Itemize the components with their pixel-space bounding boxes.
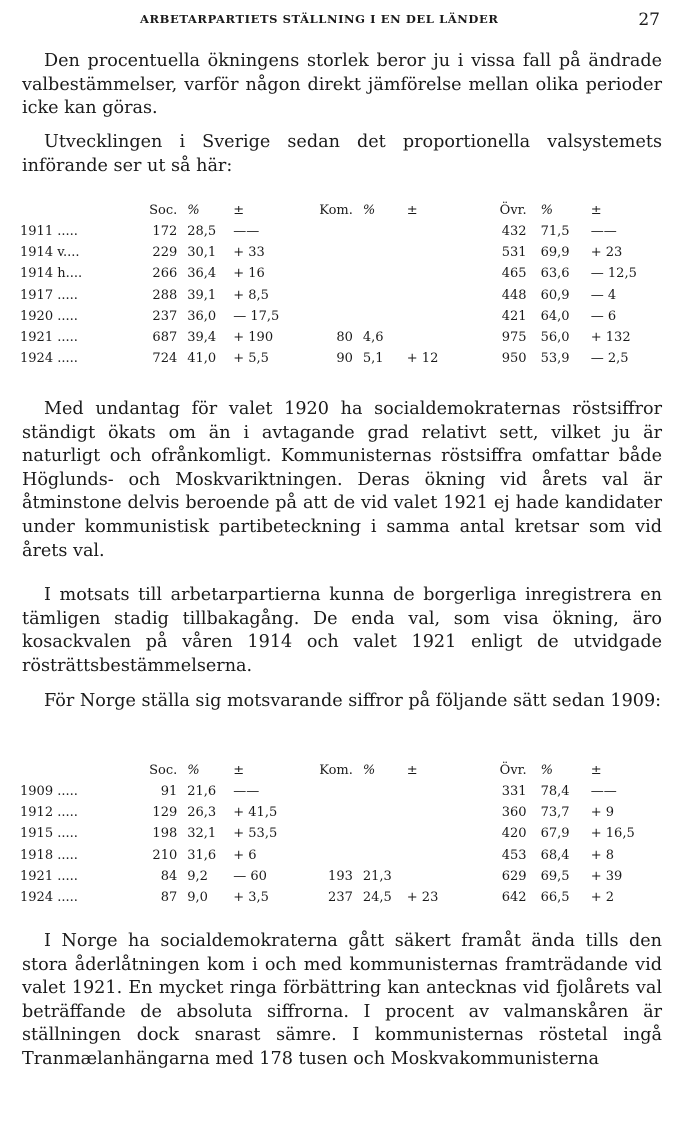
value-cell: + 53,5 [233, 826, 278, 842]
value-cell [407, 845, 461, 866]
value-cell: 237 [152, 308, 178, 324]
value-cell: 331 [501, 784, 527, 800]
value-cell: 237 [328, 890, 353, 906]
value-cell: 31,6 [187, 847, 217, 863]
norway-election-table [20, 759, 664, 908]
year-cell: 1918 ..... [20, 847, 78, 863]
column-header: Övr. [499, 762, 527, 778]
value-cell: 69,5 [540, 868, 570, 884]
value-cell: 432 [501, 224, 527, 240]
value-cell: + 12 [406, 351, 439, 367]
value-cell [300, 221, 363, 242]
paragraph-3-text: Med undantag för valet 1920 ha socialdemokraternas röstsiffror ständigt ökats om än i avtagande grad relativt sett, vilket ju är naturligt och ofrånkomligt. Kommunisternas röstsiffra omfattar både Höglunds- och Moskvariktningen. Deras ökning vid årets val är åtminstone delvis beroende på att de vid valet 1921 ej hade kandidater under kommunistisk partibeteckning i samma antal kretsar som vid årets val. [22, 399, 662, 561]
paragraph-2-text: Utvecklingen i Sverige sedan det proportionella valsystemets införande ser ut så här: [22, 132, 662, 176]
value-cell: 4,6 [362, 330, 384, 346]
paragraph-1-text: Den procentuella ökningens storlek beror ju i vissa fall på ändrade valbestämmelser, varför någon direkt jämförelse mellan olika perioder icke kan göras. [22, 51, 662, 119]
value-cell: + 16,5 [590, 826, 635, 842]
value-cell: + 33 [233, 245, 265, 261]
paragraph-6-text: I Norge ha socialdemokraterna gått säkert framåt ända tills den stora åderlåtningen kom i och med kommunisternas framträdande vid valet 1921. En mycket ringa förbättring kan antecknas vid fjolårets val beträffande de absoluta siffrorna. I procent av valmanskåren är ställningen dock snarast sämre. I kommunisternas röstetal ingå Tranmælanhängarna med 178 tusen och Moskvakommunisterna [22, 931, 662, 1069]
value-cell: 91 [160, 784, 178, 800]
value-cell [300, 823, 363, 844]
value-cell: + 8,5 [233, 287, 269, 303]
column-header: % [187, 202, 200, 218]
year-cell: 1917 ..... [20, 287, 78, 303]
value-cell: 53,9 [540, 351, 570, 367]
year-cell: 1921 ..... [20, 868, 78, 884]
value-cell [407, 823, 461, 844]
value-cell: 420 [501, 826, 527, 842]
value-cell: 30,1 [187, 245, 217, 261]
value-cell: 28,5 [187, 224, 217, 240]
column-header: % [540, 762, 553, 778]
value-cell: 26,3 [187, 805, 217, 821]
value-cell: + 2 [590, 890, 615, 906]
value-cell: —— [590, 784, 617, 800]
table-row [20, 221, 664, 242]
value-cell: 193 [328, 868, 353, 884]
value-cell [363, 285, 407, 306]
value-cell: 642 [501, 890, 527, 906]
value-cell: 5,1 [362, 351, 384, 367]
value-cell [300, 845, 363, 866]
value-cell: 78,4 [540, 784, 570, 800]
paragraph-6 [22, 930, 662, 1072]
value-cell [300, 285, 363, 306]
value-cell: —— [590, 224, 617, 240]
value-cell: 172 [152, 224, 178, 240]
value-cell: —— [233, 784, 260, 800]
value-cell [300, 242, 363, 263]
value-cell: 32,1 [187, 826, 217, 842]
column-header: ± [233, 762, 245, 778]
value-cell: + 41,5 [233, 805, 278, 821]
value-cell [407, 802, 461, 823]
value-cell: 129 [152, 805, 178, 821]
value-cell: 64,0 [540, 308, 570, 324]
paragraph-5-text: För Norge ställa sig motsvarande siffror på följande sätt sedan 1909: [44, 691, 662, 711]
value-cell: 198 [152, 826, 178, 842]
value-cell [363, 263, 407, 284]
value-cell [363, 221, 407, 242]
column-header: Soc. [149, 762, 178, 778]
value-cell [363, 802, 407, 823]
year-cell: 1909 ..... [20, 784, 78, 800]
value-cell: 36,4 [187, 266, 217, 282]
value-cell: 9,2 [187, 868, 208, 884]
value-cell: — 4 [590, 287, 617, 303]
value-cell: 360 [501, 805, 527, 821]
value-cell: 84 [160, 868, 178, 884]
value-cell: 67,9 [540, 826, 570, 842]
value-cell [407, 306, 461, 327]
table-row [20, 348, 664, 369]
table-row [20, 306, 664, 327]
paragraph-2 [22, 131, 662, 178]
paragraph-5 [22, 690, 662, 714]
year-cell: 1914 h.... [20, 266, 83, 282]
value-cell [300, 306, 363, 327]
table-row [20, 845, 664, 866]
value-cell: 90 [336, 351, 353, 367]
column-header: % [540, 202, 553, 218]
table-row [20, 781, 664, 802]
table-row [20, 285, 664, 306]
value-cell [363, 845, 407, 866]
column-header [20, 759, 125, 781]
table-row [20, 242, 664, 263]
value-cell [363, 823, 407, 844]
value-cell: + 23 [590, 245, 623, 261]
table-row [20, 263, 664, 284]
table-row [20, 823, 664, 844]
value-cell: + 5,5 [233, 351, 269, 367]
year-cell: 1915 ..... [20, 826, 78, 842]
column-header: ± [406, 762, 418, 778]
column-header: Kom. [319, 762, 353, 778]
column-header: Soc. [149, 202, 178, 218]
year-cell: 1921 ..... [20, 330, 78, 346]
running-title: ARBETARPARTIETS STÄLLNING I EN DEL LÄNDER [140, 12, 499, 26]
value-cell: + 3,5 [233, 890, 269, 906]
value-cell: 465 [501, 266, 527, 282]
value-cell: 448 [501, 287, 527, 303]
value-cell: 266 [152, 266, 178, 282]
value-cell [363, 306, 407, 327]
value-cell: + 190 [233, 330, 274, 346]
value-cell: 87 [160, 890, 178, 906]
column-header: % [187, 762, 200, 778]
paragraph-1 [22, 50, 662, 121]
table-row [20, 802, 664, 823]
column-header: ± [406, 202, 418, 218]
value-cell: —— [233, 224, 260, 240]
value-cell: 80 [336, 330, 353, 346]
value-cell: + 16 [233, 266, 265, 282]
value-cell [300, 263, 363, 284]
value-cell: — 17,5 [233, 308, 280, 324]
column-header: ± [590, 762, 602, 778]
value-cell: 21,3 [362, 868, 392, 884]
column-header: Övr. [499, 202, 527, 218]
year-cell: 1912 ..... [20, 805, 78, 821]
value-cell: 60,9 [540, 287, 570, 303]
year-cell: 1920 ..... [20, 308, 78, 324]
value-cell: 724 [152, 351, 178, 367]
norway-table-body [20, 781, 664, 908]
value-cell: 39,1 [187, 287, 217, 303]
column-header: ± [233, 202, 245, 218]
value-cell [363, 242, 407, 263]
paragraph-4-text: I motsats till arbetarpartierna kunna de borgerliga inregistrera en tämligen stadig tillbakagång. De enda val, som visa ökning, äro kosackvalen på våren 1914 och valet 1921 enligt de utvidgade rösträttsbestämmelserna. [22, 585, 662, 676]
value-cell: 975 [501, 330, 527, 346]
column-header: % [362, 762, 376, 778]
table-row [20, 866, 664, 887]
value-cell: 68,4 [540, 847, 570, 863]
value-cell: + 8 [590, 847, 615, 863]
value-cell: 210 [152, 847, 178, 863]
value-cell: 453 [501, 847, 527, 863]
value-cell: 950 [501, 351, 527, 367]
value-cell: 421 [501, 308, 527, 324]
value-cell: 229 [152, 245, 178, 261]
value-cell: + 9 [590, 805, 615, 821]
value-cell: 71,5 [540, 224, 570, 240]
value-cell [407, 242, 461, 263]
value-cell: 21,6 [187, 784, 217, 800]
value-cell: 66,5 [540, 890, 570, 906]
year-cell: 1924 ..... [20, 890, 78, 906]
value-cell [407, 866, 461, 887]
value-cell [407, 327, 461, 348]
value-cell: 24,5 [362, 890, 392, 906]
value-cell: 56,0 [540, 330, 570, 346]
value-cell [363, 781, 407, 802]
value-cell: 41,0 [187, 351, 217, 367]
value-cell [300, 802, 363, 823]
value-cell: 73,7 [540, 805, 570, 821]
column-header: ± [590, 202, 602, 218]
year-cell: 1911 ..... [20, 224, 78, 240]
value-cell: — 60 [233, 868, 267, 884]
table-row [20, 327, 664, 348]
page-number: 27 [638, 10, 660, 30]
value-cell: + 39 [590, 868, 623, 884]
value-cell: — 6 [590, 308, 617, 324]
value-cell [407, 221, 461, 242]
table-header-row [20, 199, 664, 221]
value-cell [407, 263, 461, 284]
value-cell [300, 781, 363, 802]
paragraph-3 [22, 398, 662, 563]
value-cell: 531 [501, 245, 527, 261]
column-header [20, 199, 125, 221]
value-cell: — 12,5 [590, 266, 637, 282]
value-cell: 36,0 [187, 308, 217, 324]
value-cell: 288 [152, 287, 178, 303]
table-row [20, 887, 664, 908]
value-cell: 69,9 [540, 245, 570, 261]
column-header: Kom. [319, 202, 353, 218]
column-header: % [362, 202, 376, 218]
year-cell: 1924 ..... [20, 351, 78, 367]
value-cell: 39,4 [187, 330, 217, 346]
value-cell: + 23 [406, 890, 439, 906]
value-cell: 63,6 [540, 266, 570, 282]
sweden-table-body [20, 221, 664, 369]
paragraph-4 [22, 584, 662, 678]
table-header-row [20, 759, 664, 781]
value-cell: 9,0 [187, 890, 208, 906]
value-cell [407, 781, 461, 802]
value-cell: + 132 [590, 330, 631, 346]
running-head [0, 10, 680, 30]
value-cell: 629 [501, 868, 527, 884]
year-cell: 1914 v.... [20, 245, 80, 261]
value-cell [407, 285, 461, 306]
value-cell: — 2,5 [590, 351, 629, 367]
value-cell: 687 [152, 330, 178, 346]
value-cell: + 6 [233, 847, 257, 863]
sweden-election-table [20, 199, 664, 369]
